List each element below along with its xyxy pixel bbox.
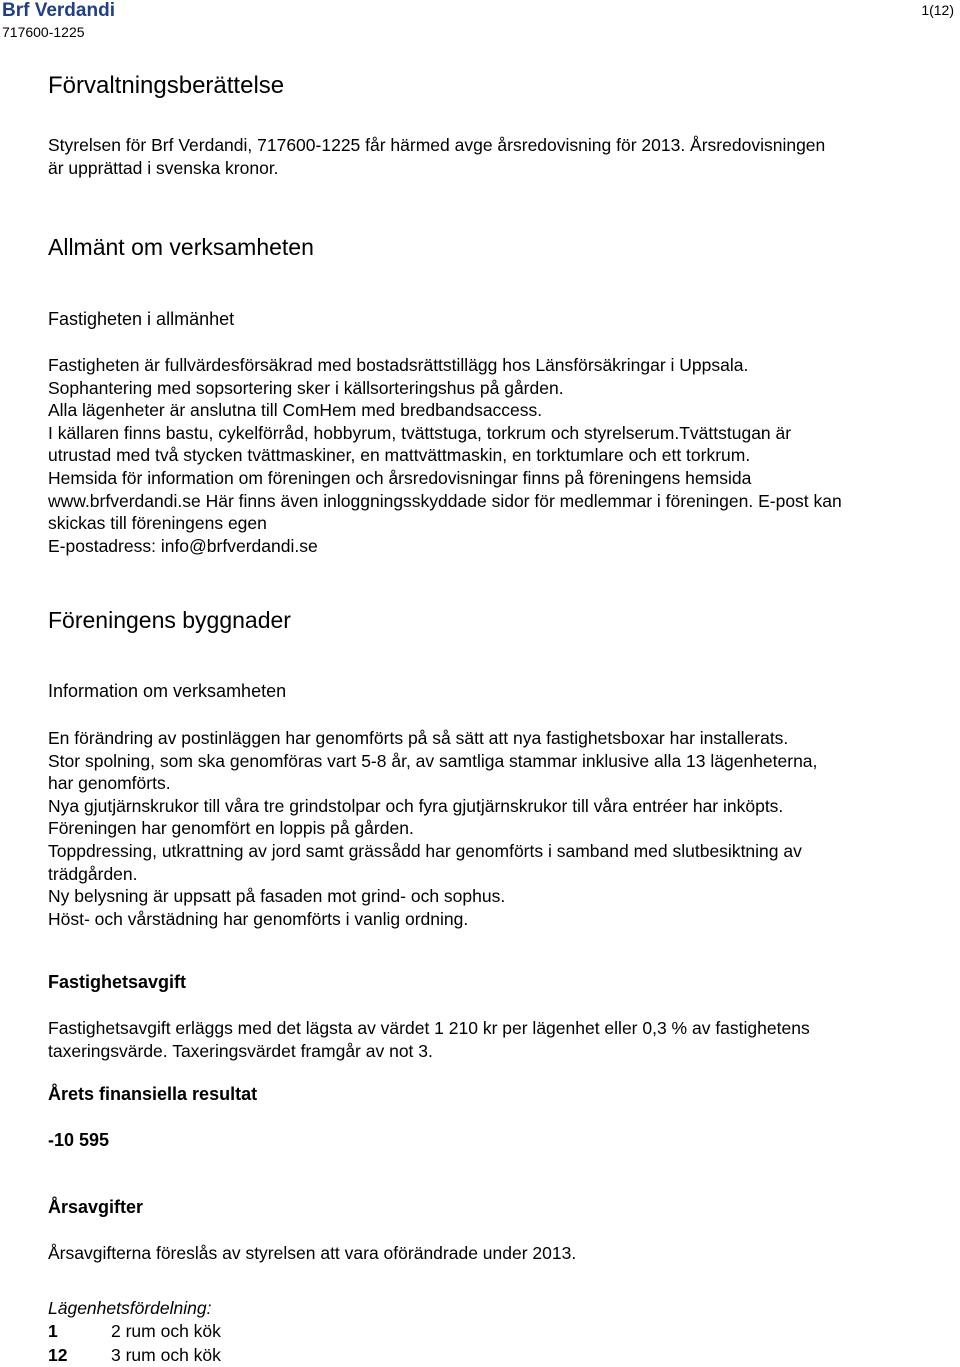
buildings-line: Föreningen har genomfört en loppis på gården. — [48, 818, 414, 839]
buildings-line: Nya gjutjärnskrukor till våra tre grindstolpar och fyra gjutjärnskrukor till våra entréer har inköpts. — [48, 795, 784, 816]
list-item — [48, 1343, 221, 1367]
financial-result-value: -10 595 — [48, 1130, 110, 1150]
intro-paragraph — [48, 134, 960, 179]
apartment-count: 1 — [48, 1321, 58, 1341]
general-line: www.brfverdandi.se Här finns även inloggningsskyddade sidor för medlemmar i föreningen. E-post kan — [48, 490, 842, 511]
intro-line: Styrelsen för Brf Verdandi, 717600-1225 får härmed avge årsredovisning för 2013. Årsredovisningen — [48, 135, 826, 155]
property-tax-paragraph — [48, 1017, 960, 1062]
buildings-line: Toppdressing, utkrattning av jord samt grässådd har genomförts i samband med slutbesiktning av — [48, 840, 802, 861]
subheading-property: Fastigheten i allmänhet — [48, 309, 235, 329]
general-line: I källaren finns bastu, cykelförråd, hobbyrum, tvättstuga, torkrum och styrelserum.Tvättstugan är — [48, 422, 792, 443]
intro-line: är upprättad i svenska kronor. — [48, 157, 279, 178]
apartment-type: 2 rum och kök — [111, 1321, 221, 1341]
general-paragraph — [48, 354, 960, 557]
general-line: skickas till föreningens egen — [48, 513, 267, 534]
annual-fees-heading: Årsavgifter — [48, 1197, 144, 1217]
section-heading-general: Allmänt om verksamheten — [48, 234, 314, 260]
buildings-line: Ny belysning är uppsatt på fasaden mot grind- och sophus. — [48, 886, 506, 907]
buildings-line: En förändring av postinläggen har genomförts på så sätt att nya fastighetsboxar har installerats. — [48, 728, 789, 748]
org-name: Brf Verdandi — [2, 0, 115, 21]
list-item — [48, 1319, 221, 1343]
buildings-line: trädgården. — [48, 863, 138, 884]
buildings-paragraph — [48, 727, 960, 930]
buildings-line: Stor spolning, som ska genomföras vart 5-8 år, av samtliga stammar inklusive alla 13 lägenheterna, — [48, 750, 818, 771]
general-line: Alla lägenheter är anslutna till ComHem med bredbandsaccess. — [48, 400, 543, 421]
financial-result-heading: Årets finansiella resultat — [48, 1084, 258, 1104]
general-line: Hemsida för information om föreningen och årsredovisningar finns på föreningens hemsida — [48, 467, 752, 488]
subheading-activities: Information om verksamheten — [48, 681, 287, 701]
apartment-distribution-list — [48, 1319, 221, 1367]
org-number: 717600-1225 — [2, 24, 85, 40]
section-heading-buildings: Föreningens byggnader — [48, 607, 291, 633]
property-tax-line: Fastighetsavgift erläggs med det lägsta av värdet 1 210 kr per lägenhet eller 0,3 % av fastighetens — [48, 1018, 810, 1038]
general-line: Sophantering med sopsortering sker i källsorteringshus på gården. — [48, 377, 564, 398]
buildings-line: har genomförts. — [48, 773, 171, 794]
apartment-type: 3 rum och kök — [111, 1345, 221, 1365]
general-line: utrustad med två stycken tvättmaskiner, en mattvättmaskin, en torktumlare och ett torkrum. — [48, 445, 751, 466]
buildings-line: Höst- och vårstädning har genomförts i vanlig ordning. — [48, 908, 469, 929]
page-title: Förvaltningsberättelse — [48, 72, 285, 99]
annual-fees-text: Årsavgifterna föreslås av styrelsen att vara oförändrade under 2013. — [48, 1243, 577, 1263]
general-line: E-postadress: info@brfverdandi.se — [48, 535, 318, 556]
general-line: Fastigheten är fullvärdesförsäkrad med bostadsrättstillägg hos Länsförsäkringar i Uppsala. — [48, 355, 749, 375]
page-number: 1(12) — [921, 2, 954, 18]
apartment-count: 12 — [48, 1345, 68, 1365]
property-tax-heading: Fastighetsavgift — [48, 972, 187, 992]
apartment-distribution-heading: Lägenhetsfördelning: — [48, 1298, 212, 1318]
property-tax-line: taxeringsvärde. Taxeringsvärdet framgår av not 3. — [48, 1040, 433, 1061]
